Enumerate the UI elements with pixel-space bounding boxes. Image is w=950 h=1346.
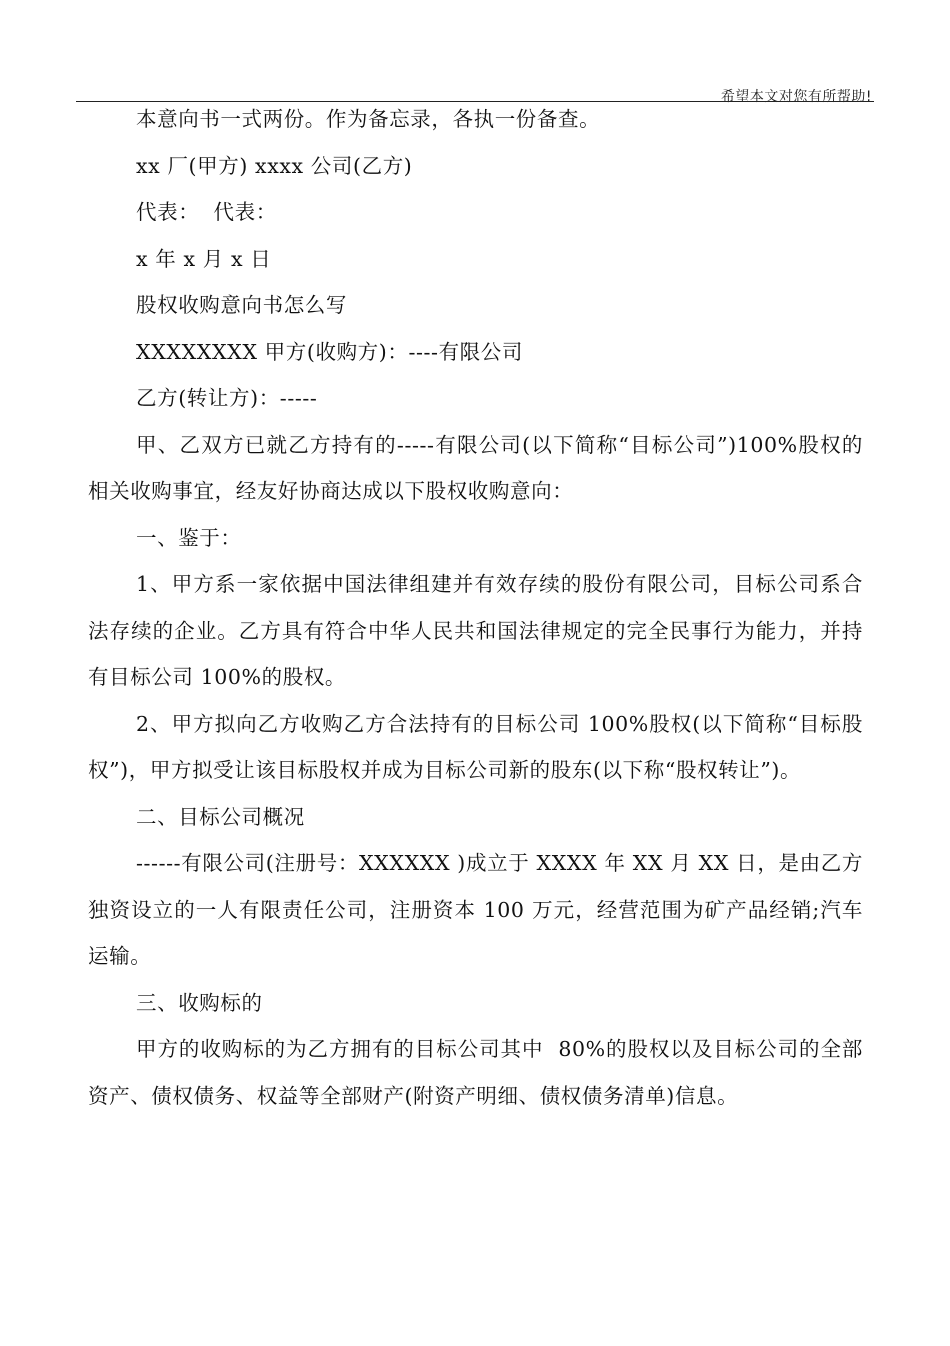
paragraph-copies-note: 本意向书一式两份。作为备忘录，各执一份备查。 bbox=[136, 107, 601, 131]
paragraph-parties: xx 厂(甲方) xxxx 公司(乙方) bbox=[136, 153, 413, 178]
paragraph-intent-summary: 甲、乙双方已就乙方持有的-----有限公司(以下简称“目标公司”)100%股权的相关收购事宜，经友好协商达成以下股权收购意向： bbox=[88, 432, 863, 503]
paragraph-party-a: XXXXXXXX 甲方(收购方)：----有限公司 bbox=[136, 339, 523, 364]
paragraph-party-b: 乙方(转让方)：----- bbox=[136, 386, 318, 410]
section-heading-acquisition-target: 三、收购标的 bbox=[136, 990, 263, 1015]
section-heading-whereas: 一、鉴于： bbox=[136, 525, 242, 550]
paragraph-whereas-1: 1、甲方系一家依据中国法律组建并有效存续的股份有限公司，目标公司系合法存续的企业。乙方具有符合中华人民共和国法律规定的完全民事行为能力，并持有目标公司 100%的股权。 bbox=[88, 572, 863, 689]
paragraph-whereas-2: 2、甲方拟向乙方收购乙方合法持有的目标公司 100%股权(以下简称“目标股权”)，甲方拟受让该目标股权并成为目标公司新的股东(以下称“股权转让”)。 bbox=[88, 711, 863, 782]
paragraph-acquisition-target: 甲方的收购标的为乙方拥有的目标公司其中 80%的股权以及目标公司的全部资产、债权债务、权益等全部财产(附资产明细、债权债务清单)信息。 bbox=[88, 1037, 863, 1108]
paragraph-date: x 年 x 月 x 日 bbox=[136, 246, 272, 271]
header-note: 希望本文对您有所帮助! bbox=[720, 89, 872, 105]
paragraph-company-overview: ------有限公司(注册号：XXXXXX )成立于 XXXX 年 XX 月 XX 日，是由乙方独资设立的一人有限责任公司，注册资本 100 万元，经营范围为矿产品经销;汽车运输。 bbox=[88, 851, 863, 968]
document-body bbox=[88, 96, 863, 1119]
section-heading-company-overview: 二、目标公司概况 bbox=[136, 804, 305, 829]
paragraph-heading-how-to-write: 股权收购意向书怎么写 bbox=[136, 293, 347, 317]
paragraph-representatives: 代表： 代表： bbox=[136, 200, 277, 224]
